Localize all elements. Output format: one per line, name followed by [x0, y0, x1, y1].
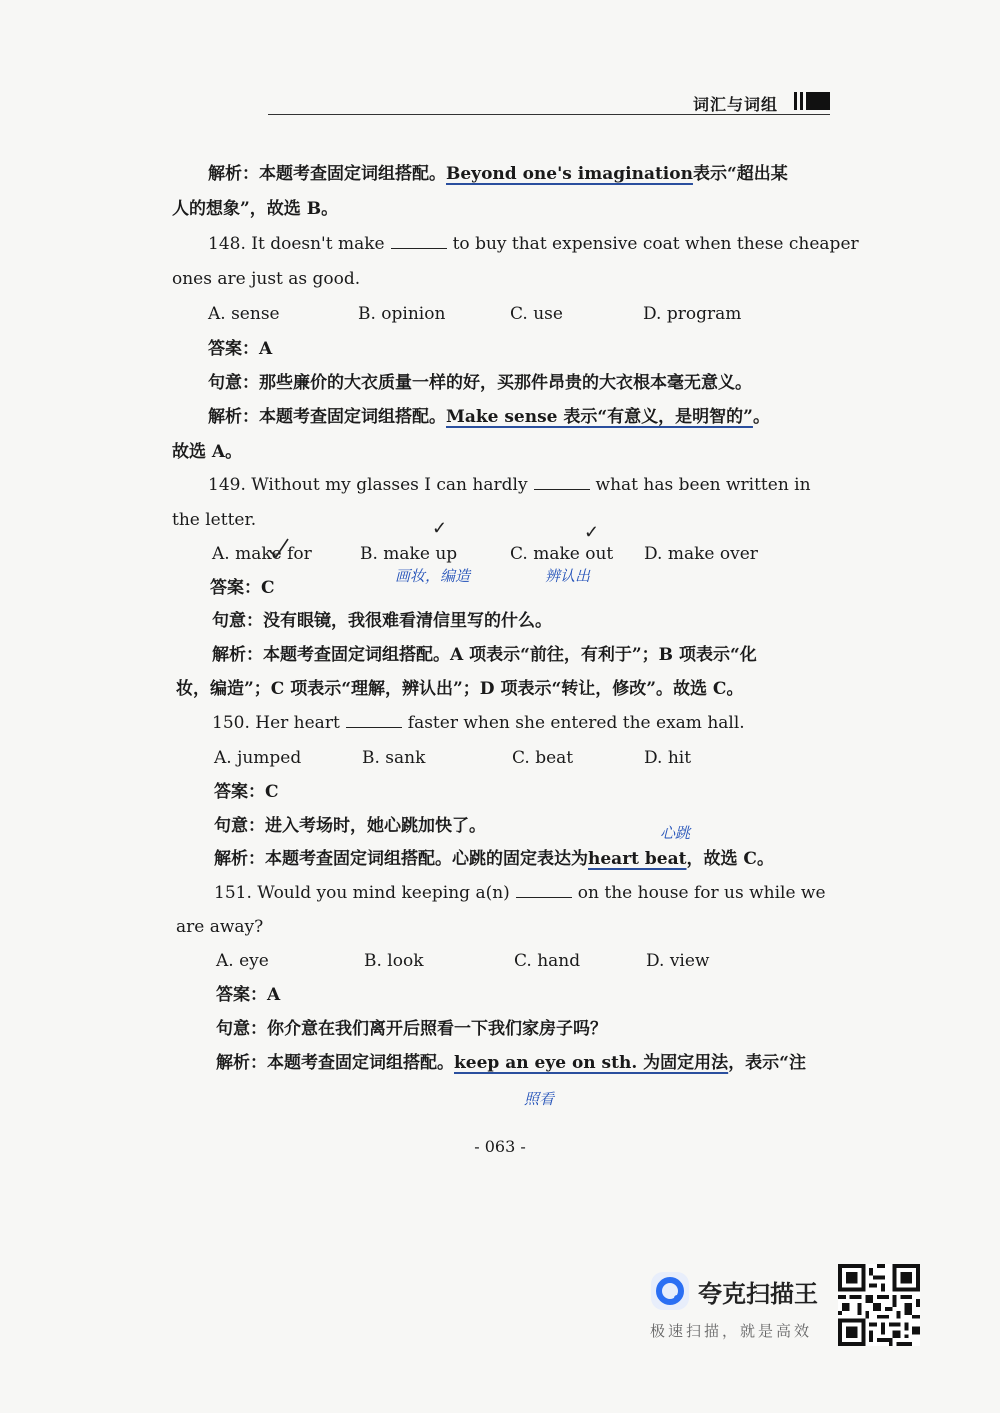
option-a: A. make for — [212, 544, 312, 564]
meaning-149: 句意：没有眼镜，我很难看清信里写的什么。 — [212, 611, 552, 631]
header-bars-icon — [794, 92, 830, 110]
explanation-150: 解析：本题考查固定词组搭配。心跳的固定表达为heart beat，故选 C。 — [214, 849, 774, 869]
handwritten-note: 心跳 — [660, 824, 691, 842]
explanation-147-cont: 人的想象”，故选 B。 — [172, 199, 339, 219]
answer-blank — [391, 236, 447, 249]
explanation-151: 解析：本题考查固定词组搭配。keep an eye on sth. 为固定用法，表示“注 — [216, 1053, 806, 1073]
handwritten-note: 照看 — [524, 1090, 555, 1108]
option-d: D. hit — [644, 748, 692, 768]
answer-blank — [516, 885, 572, 898]
answer-149: 答案：C — [210, 578, 275, 598]
option-c: C. hand — [514, 951, 581, 971]
option-c: C. beat — [512, 748, 574, 768]
answer-blank — [346, 715, 402, 728]
option-c: C. use — [510, 304, 563, 324]
meaning-150: 句意：进入考场时，她心跳加快了。 — [214, 816, 486, 836]
option-b: B. sank — [362, 748, 426, 768]
question-148-cont: ones are just as good. — [172, 269, 361, 289]
checkmark-icon: ✓ — [432, 518, 448, 539]
option-d: D. program — [643, 304, 742, 324]
explanation-148-cont: 故选 A。 — [172, 442, 243, 462]
question-151: 151. Would you mind keeping a(n) on the house for us while we — [214, 883, 826, 903]
qr-code-icon — [838, 1264, 920, 1346]
scanner-brand — [650, 1266, 840, 1346]
answer-blank — [534, 477, 590, 490]
running-header — [268, 90, 830, 118]
answer-151: 答案：A — [216, 985, 281, 1005]
header-rule — [268, 114, 830, 115]
strike-mark-icon — [268, 537, 290, 559]
explanation-147: 解析：本题考查固定词组搭配。Beyond one's imagination表示“超出某 — [208, 164, 788, 184]
question-150: 150. Her heart faster when she entered the exam hall. — [212, 713, 745, 733]
quark-logo-icon — [650, 1271, 690, 1311]
question-149: 149. Without my glasses I can hardly what has been written in — [208, 475, 811, 495]
option-d: D. view — [646, 951, 710, 971]
meaning-148: 句意：那些廉价的大衣质量一样的好，买那件昂贵的大衣根本毫无意义。 — [208, 373, 752, 393]
answer-148: 答案：A — [208, 339, 273, 359]
option-c: C. make out — [510, 544, 614, 564]
option-d: D. make over — [644, 544, 758, 564]
option-a: A. sense — [208, 304, 280, 324]
page-number: - 063 - — [474, 1137, 526, 1156]
answer-150: 答案：C — [214, 782, 279, 802]
option-b: B. look — [364, 951, 424, 971]
option-b: B. opinion — [358, 304, 446, 324]
option-b: B. make up — [360, 544, 458, 564]
question-149-cont: the letter. — [172, 510, 257, 530]
question-148: 148. It doesn't make to buy that expensive coat when these cheaper — [208, 234, 859, 254]
brand-slogan: 极速扫描，就是高效 — [650, 1322, 813, 1340]
question-151-cont: are away? — [176, 917, 264, 937]
explanation-148: 解析：本题考查固定词组搭配。Make sense 表示“有意义，是明智的”。 — [208, 407, 770, 427]
handwritten-note: 画妆，编造 — [395, 567, 471, 585]
explanation-149: 解析：本题考查固定词组搭配。A 项表示“前往，有利于”；B 项表示“化 — [212, 645, 757, 665]
explanation-149-cont: 妆，编造”；C 项表示“理解，辨认出”；D 项表示“转让，修改”。故选 C。 — [176, 679, 744, 699]
meaning-151: 句意：你介意在我们离开后照看一下我们家房子吗？ — [216, 1019, 607, 1039]
checkmark-icon: ✓ — [584, 522, 600, 543]
option-a: A. eye — [216, 951, 269, 971]
option-a: A. jumped — [214, 748, 302, 768]
section-title: 词汇与词组 — [692, 95, 778, 114]
handwritten-note: 辨认出 — [545, 567, 591, 585]
brand-name: 夸克扫描王 — [698, 1280, 818, 1308]
